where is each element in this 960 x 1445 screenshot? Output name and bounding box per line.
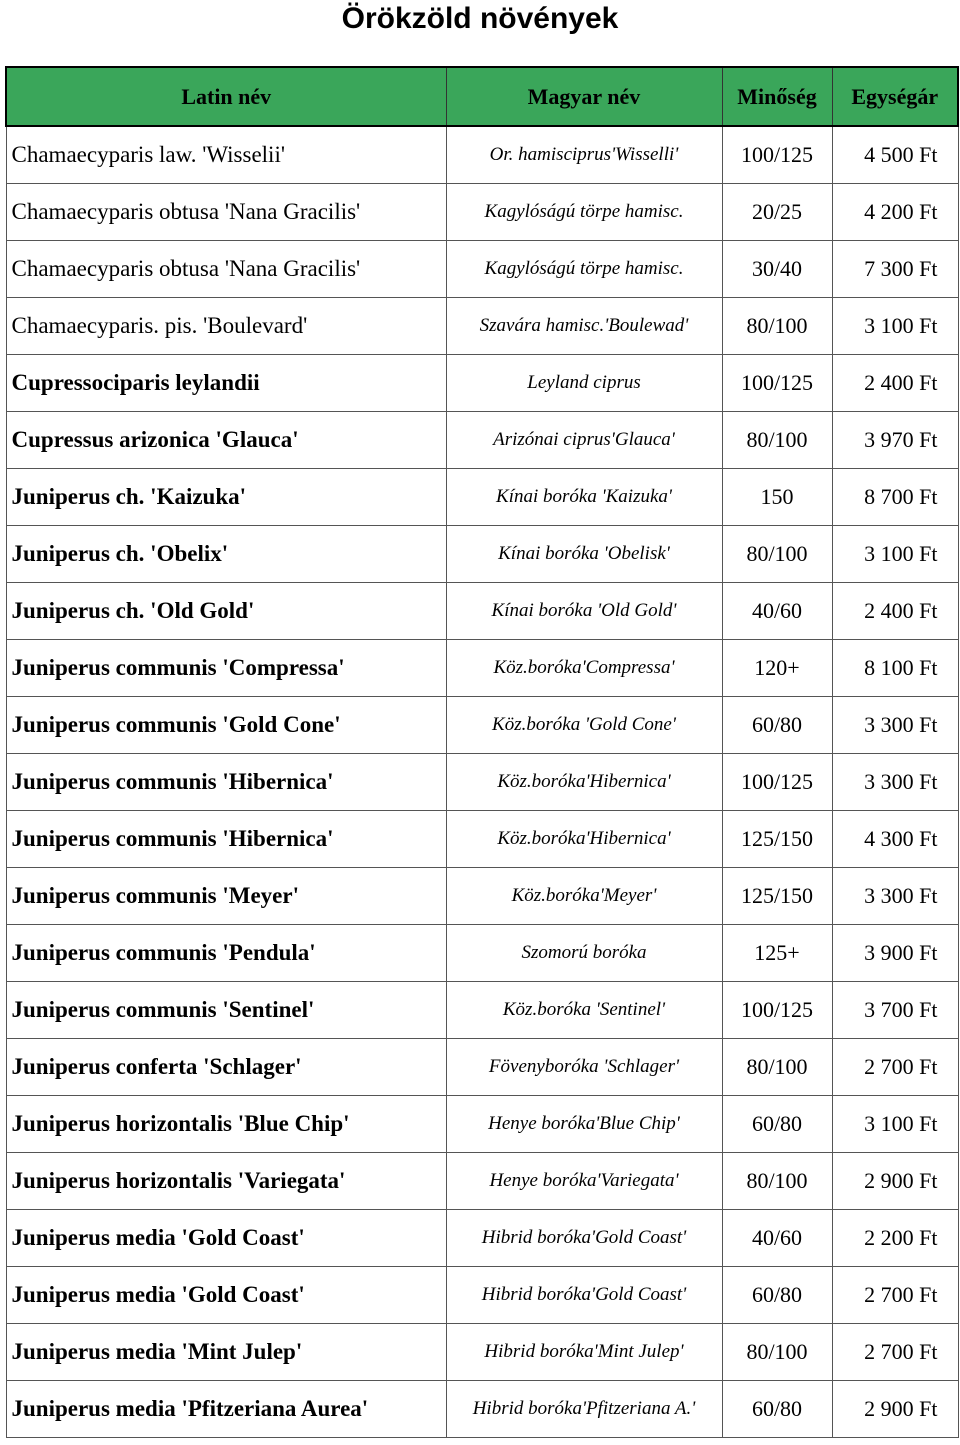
latin-name-cell: Juniperus media 'Pfitzeriana Aurea': [6, 1381, 446, 1438]
table-row: [6, 1267, 958, 1324]
hungarian-name-cell: Kínai boróka 'Old Gold': [446, 583, 722, 640]
hungarian-name-cell: Henye boróka'Variegata': [446, 1153, 722, 1210]
table-row: [6, 697, 958, 754]
quality-cell: 125+: [722, 925, 832, 982]
unit-price-cell: 3 970 Ft: [832, 412, 958, 469]
table-row: [6, 811, 958, 868]
table-row: [6, 241, 958, 298]
latin-name-cell: Juniperus media 'Mint Julep': [6, 1324, 446, 1381]
table-row: [6, 640, 958, 697]
unit-price-cell: 2 900 Ft: [832, 1381, 958, 1438]
hungarian-name-cell: Hibrid boróka'Gold Coast': [446, 1267, 722, 1324]
latin-name-cell: Chamaecyparis obtusa 'Nana Gracilis': [6, 241, 446, 298]
quality-cell: 60/80: [722, 697, 832, 754]
hungarian-name-cell: Hibrid boróka'Gold Coast': [446, 1210, 722, 1267]
table-row: [6, 868, 958, 925]
hungarian-name-cell: Kagylóságú törpe hamisc.: [446, 184, 722, 241]
hungarian-name-cell: Arizónai ciprus'Glauca': [446, 412, 722, 469]
table-row: [6, 1039, 958, 1096]
latin-name-cell: Juniperus media 'Gold Coast': [6, 1267, 446, 1324]
hungarian-name-cell: Köz.boróka 'Sentinel': [446, 982, 722, 1039]
unit-price-cell: 4 500 Ft: [832, 126, 958, 184]
unit-price-cell: 8 100 Ft: [832, 640, 958, 697]
price-table: [5, 66, 959, 1438]
table-row: [6, 1096, 958, 1153]
page-title: Örökzöld növények: [341, 2, 619, 35]
unit-price-cell: 8 700 Ft: [832, 469, 958, 526]
table-row: [6, 412, 958, 469]
unit-price-cell: 3 900 Ft: [832, 925, 958, 982]
unit-price-cell: 3 300 Ft: [832, 697, 958, 754]
latin-name-cell: Juniperus communis 'Gold Cone': [6, 697, 446, 754]
unit-price-cell: 2 400 Ft: [832, 355, 958, 412]
table-body: [6, 126, 958, 1438]
quality-cell: 40/60: [722, 583, 832, 640]
hungarian-name-cell: Szomorú boróka: [446, 925, 722, 982]
unit-price-cell: 2 700 Ft: [832, 1039, 958, 1096]
latin-name-cell: Juniperus communis 'Meyer': [6, 868, 446, 925]
hungarian-name-cell: Leyland ciprus: [446, 355, 722, 412]
table-row: [6, 526, 958, 583]
quality-cell: 80/100: [722, 412, 832, 469]
table-row: [6, 1153, 958, 1210]
hungarian-name-cell: Köz.boróka'Hibernica': [446, 754, 722, 811]
quality-cell: 100/125: [722, 982, 832, 1039]
unit-price-cell: 3 700 Ft: [832, 982, 958, 1039]
latin-name-cell: Juniperus ch. 'Old Gold': [6, 583, 446, 640]
latin-name-cell: Juniperus communis 'Compressa': [6, 640, 446, 697]
unit-price-cell: 3 300 Ft: [832, 754, 958, 811]
quality-cell: 60/80: [722, 1096, 832, 1153]
latin-name-cell: Juniperus ch. 'Obelix': [6, 526, 446, 583]
table-row: [6, 126, 958, 184]
header-quality: Minőség: [722, 67, 832, 126]
latin-name-cell: Chamaecyparis. pis. 'Boulevard': [6, 298, 446, 355]
header-hungarian-name: Magyar név: [446, 67, 722, 126]
unit-price-cell: 4 200 Ft: [832, 184, 958, 241]
table-row: [6, 583, 958, 640]
table-row: [6, 184, 958, 241]
quality-cell: 100/125: [722, 126, 832, 184]
quality-cell: 40/60: [722, 1210, 832, 1267]
unit-price-cell: 2 400 Ft: [832, 583, 958, 640]
unit-price-cell: 2 700 Ft: [832, 1267, 958, 1324]
latin-name-cell: Juniperus conferta 'Schlager': [6, 1039, 446, 1096]
hungarian-name-cell: Kagylóságú törpe hamisc.: [446, 241, 722, 298]
quality-cell: 60/80: [722, 1267, 832, 1324]
hungarian-name-cell: Kínai boróka 'Obelisk': [446, 526, 722, 583]
quality-cell: 125/150: [722, 811, 832, 868]
quality-cell: 80/100: [722, 298, 832, 355]
table-row: [6, 355, 958, 412]
hungarian-name-cell: Köz.boróka 'Gold Cone': [446, 697, 722, 754]
latin-name-cell: Juniperus horizontalis 'Variegata': [6, 1153, 446, 1210]
hungarian-name-cell: Köz.boróka'Compressa': [446, 640, 722, 697]
unit-price-cell: 3 100 Ft: [832, 526, 958, 583]
latin-name-cell: Chamaecyparis obtusa 'Nana Gracilis': [6, 184, 446, 241]
table-row: [6, 298, 958, 355]
hungarian-name-cell: Köz.boróka'Meyer': [446, 868, 722, 925]
latin-name-cell: Cupressus arizonica 'Glauca': [6, 412, 446, 469]
table-row: [6, 754, 958, 811]
table-row: [6, 925, 958, 982]
unit-price-cell: 7 300 Ft: [832, 241, 958, 298]
quality-cell: 30/40: [722, 241, 832, 298]
quality-cell: 20/25: [722, 184, 832, 241]
unit-price-cell: 2 700 Ft: [832, 1324, 958, 1381]
unit-price-cell: 4 300 Ft: [832, 811, 958, 868]
latin-name-cell: Juniperus communis 'Hibernica': [6, 811, 446, 868]
hungarian-name-cell: Or. hamisciprus'Wisselli': [446, 126, 722, 184]
unit-price-cell: 3 300 Ft: [832, 868, 958, 925]
latin-name-cell: Juniperus communis 'Hibernica': [6, 754, 446, 811]
latin-name-cell: Juniperus communis 'Sentinel': [6, 982, 446, 1039]
hungarian-name-cell: Köz.boróka'Hibernica': [446, 811, 722, 868]
unit-price-cell: 3 100 Ft: [832, 1096, 958, 1153]
hungarian-name-cell: Hibrid boróka'Mint Julep': [446, 1324, 722, 1381]
header-row: [6, 67, 958, 126]
quality-cell: 60/80: [722, 1381, 832, 1438]
latin-name-cell: Juniperus ch. 'Kaizuka': [6, 469, 446, 526]
hungarian-name-cell: Kínai boróka 'Kaizuka': [446, 469, 722, 526]
unit-price-cell: 2 200 Ft: [832, 1210, 958, 1267]
latin-name-cell: Chamaecyparis law. 'Wisselii': [6, 126, 446, 184]
quality-cell: 120+: [722, 640, 832, 697]
table-row: [6, 1324, 958, 1381]
header-unit-price: Egységár: [832, 67, 958, 126]
quality-cell: 100/125: [722, 355, 832, 412]
table-row: [6, 982, 958, 1039]
latin-name-cell: Juniperus communis 'Pendula': [6, 925, 446, 982]
quality-cell: 100/125: [722, 754, 832, 811]
latin-name-cell: Cupressociparis leylandii: [6, 355, 446, 412]
latin-name-cell: Juniperus horizontalis 'Blue Chip': [6, 1096, 446, 1153]
quality-cell: 80/100: [722, 1153, 832, 1210]
table-row: [6, 1381, 958, 1438]
table-row: [6, 469, 958, 526]
hungarian-name-cell: Fövenyboróka 'Schlager': [446, 1039, 722, 1096]
hungarian-name-cell: Hibrid boróka'Pfitzeriana A.': [446, 1381, 722, 1438]
quality-cell: 150: [722, 469, 832, 526]
table-header: [6, 67, 958, 126]
quality-cell: 80/100: [722, 1039, 832, 1096]
hungarian-name-cell: Szavára hamisc.'Boulewad': [446, 298, 722, 355]
header-latin-name: Latin név: [6, 67, 446, 126]
unit-price-cell: 3 100 Ft: [832, 298, 958, 355]
table-row: [6, 1210, 958, 1267]
unit-price-cell: 2 900 Ft: [832, 1153, 958, 1210]
latin-name-cell: Juniperus media 'Gold Coast': [6, 1210, 446, 1267]
quality-cell: 80/100: [722, 526, 832, 583]
quality-cell: 80/100: [722, 1324, 832, 1381]
quality-cell: 125/150: [722, 868, 832, 925]
hungarian-name-cell: Henye boróka'Blue Chip': [446, 1096, 722, 1153]
